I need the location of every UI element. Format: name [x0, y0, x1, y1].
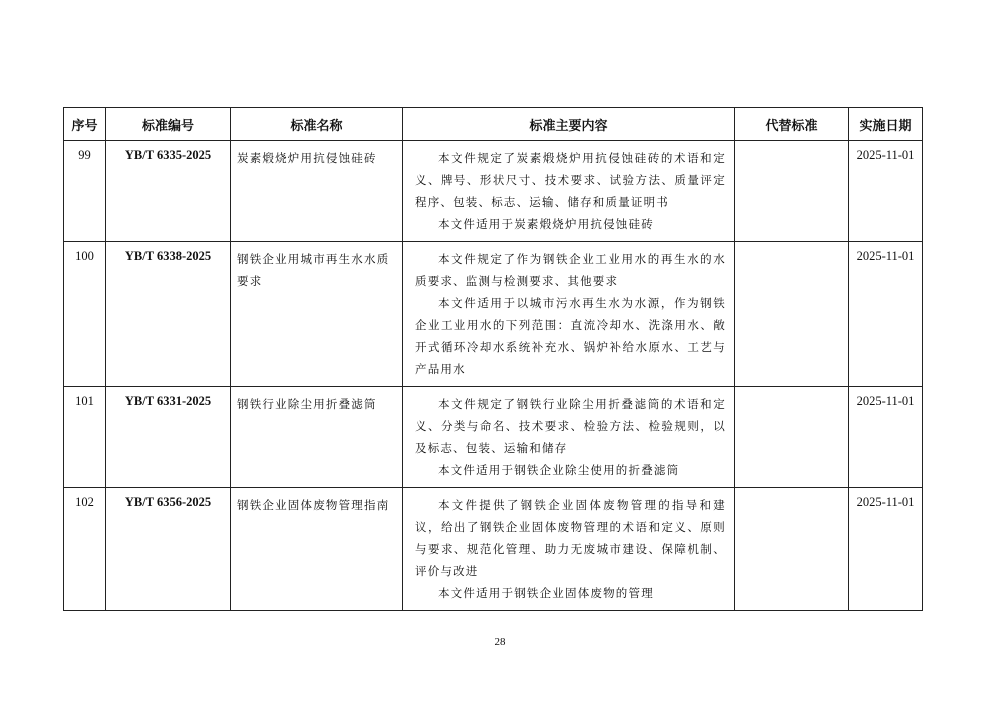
cell-content [403, 387, 735, 488]
content-paragraph: 本文件适用于钢铁企业固体废物的管理 [438, 586, 654, 600]
content-paragraph: 本文件规定了钢铁行业除尘用折叠滤筒的术语和定义、分类与命名、技术要求、检验方法、检验规则，以及标志、包装、运输和储存 [415, 397, 726, 455]
page-number: 28 [494, 636, 506, 648]
cell-name: 钢铁企业固体废物管理指南 [231, 488, 403, 611]
header-date: 实施日期 [849, 108, 923, 141]
content-paragraph: 本文件适用于以城市污水再生水为水源，作为钢铁企业工业用水的下列范围：直流冷却水、洗涤用水、敞开式循环冷却水系统补充水、锅炉补给水原水、工艺与产品用水 [415, 296, 726, 376]
header-code: 标准编号 [106, 108, 231, 141]
cell-code: YB/T 6356-2025 [106, 488, 231, 611]
cell-seq: 99 [64, 141, 106, 242]
cell-code: YB/T 6338-2025 [106, 242, 231, 387]
content-paragraph: 本文件规定了炭素煅烧炉用抗侵蚀硅砖的术语和定义、牌号、形状尺寸、技术要求、试验方法、质量评定程序、包装、标志、运输、储存和质量证明书 [415, 151, 726, 209]
content-paragraph: 本文件规定了作为钢铁企业工业用水的再生水的水质要求、监测与检测要求、其他要求 [415, 252, 726, 288]
header-name: 标准名称 [231, 108, 403, 141]
cell-replace [735, 488, 849, 611]
cell-date: 2025-11-01 [849, 141, 923, 242]
table-row [64, 488, 923, 611]
cell-replace [735, 387, 849, 488]
content-paragraph: 本文件适用于炭素煅烧炉用抗侵蚀硅砖 [438, 217, 654, 231]
cell-replace [735, 141, 849, 242]
cell-seq: 102 [64, 488, 106, 611]
table-row [64, 242, 923, 387]
cell-code: YB/T 6335-2025 [106, 141, 231, 242]
cell-date: 2025-11-01 [849, 488, 923, 611]
header-seq: 序号 [64, 108, 106, 141]
cell-replace [735, 242, 849, 387]
cell-name: 钢铁行业除尘用折叠滤筒 [231, 387, 403, 488]
cell-name: 钢铁企业用城市再生水水质要求 [231, 242, 403, 387]
cell-seq: 101 [64, 387, 106, 488]
table-row [64, 141, 923, 242]
cell-code: YB/T 6331-2025 [106, 387, 231, 488]
header-content: 标准主要内容 [403, 108, 735, 141]
cell-content [403, 141, 735, 242]
cell-content [403, 242, 735, 387]
cell-name: 炭素煅烧炉用抗侵蚀硅砖 [231, 141, 403, 242]
content-paragraph: 本文件提供了钢铁企业固体废物管理的指导和建议，给出了钢铁企业固体废物管理的术语和定义、原则与要求、规范化管理、助力无废城市建设、保障机制、评价与改进 [415, 498, 726, 578]
cell-seq: 100 [64, 242, 106, 387]
cell-date: 2025-11-01 [849, 242, 923, 387]
content-paragraph: 本文件适用于钢铁企业除尘使用的折叠滤筒 [438, 463, 680, 477]
cell-date: 2025-11-01 [849, 387, 923, 488]
table-header-row [64, 108, 923, 141]
header-replace: 代替标准 [735, 108, 849, 141]
standards-table [63, 107, 923, 611]
cell-content [403, 488, 735, 611]
table-row [64, 387, 923, 488]
